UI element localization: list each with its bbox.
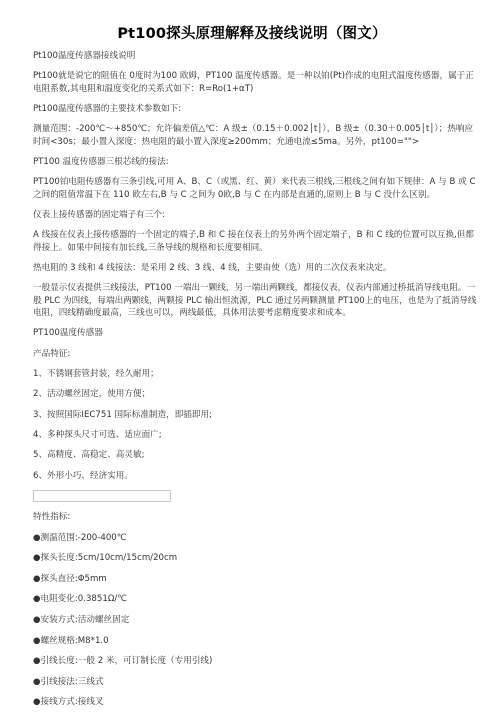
paragraph: Pt100温度传感器的主要技术参数如下:	[33, 103, 182, 114]
document-title: Pt100探头原理解释及接线说明（图文）	[117, 26, 387, 42]
section-heading: PT100温度传感器	[33, 328, 103, 339]
paragraph: 热电阻的 3 线和 4 线接法：是采用 2 线、3 线、4 线，主要由使（选）用的二次仪表来决定。	[33, 262, 392, 273]
paragraph: Pt100温度传感器接线说明	[33, 51, 136, 61]
feature-item: 1、不锈钢套管封装，经久耐用；	[33, 368, 159, 379]
spec-item: ●探头直径:Φ5mm	[33, 573, 107, 584]
paragraph: 仪表上接传感器的固定端子有三个:	[33, 209, 165, 220]
specs-heading: 特性指标:	[33, 512, 71, 523]
feature-list	[33, 368, 481, 482]
spec-item: ●引线接法:三线式	[33, 676, 104, 687]
paragraph: 测量范围：-200℃～+850℃；允许偏差值△℃：A 级±（0.15＋0.002│t│），B 级±（0.30＋0.005│t│）；热响应时间<30s；最小置入深度：热电阻的最小置入深度≥200mm；允通电流≤5ma。另外，pt100="">	[33, 124, 474, 147]
spec-item: ●引线长度:一般 2 米，可订制长度（专用引线)	[33, 656, 213, 667]
paragraph: PT100铂电阻传感器有三条引线,可用 A、B、C（或黑、红、黄）来代表三根线,三根线之间有如下规律：A 与 B 或 C之间的阻值常温下在 110 欧左右,B 与 C 之间为 0欧,B 与 C 在内部是直通的,原则上 B 与 C 没什么区别。	[33, 177, 476, 200]
feature-item: 3、按照国际IEC751 国际标准制造，即插即用;	[33, 409, 212, 420]
feature-item: 5、高精度、高稳定、高灵敏;	[33, 450, 145, 461]
spec-item: ●探头长度:5cm/10cm/15cm/20cm	[33, 553, 178, 564]
paragraph: A 线接在仪表上接传感器的一个固定的端子,B 和 C 接在仪表上的另外两个固定端子，B 和 C 线的位置可以互换,但都得接上。如果中间接有加长线,三条导线的规格和长度要相同。	[33, 230, 474, 253]
section-heading: 产品特征:	[33, 348, 71, 359]
document-body	[33, 50, 481, 717]
feature-item: 2、活动螺丝固定，使用方便；	[33, 389, 151, 400]
spec-item: ●接线方式:接线叉	[33, 697, 104, 708]
paragraph: PT100 温度传感器三根芯线的接法:	[33, 156, 169, 167]
feature-item: 6、外形小巧、经济实用。	[33, 470, 133, 481]
spec-list	[33, 532, 481, 709]
spec-item: ●测温范围:-200-400℃	[33, 532, 127, 543]
paragraph: Pt100就是说它的阻值在 0度时为100 欧姆，PT100 温度传感器。是一种以铂(Pt)作成的电阻式温度传感器，属于正电阻系数,其电阻和温度变化的关系式如下：R=Ro(1+αT)	[33, 71, 474, 94]
spec-item: ●安装方式:活动螺丝固定	[33, 615, 130, 626]
feature-item: 4、多种探头尺寸可选、适应面广;	[33, 430, 162, 441]
spec-item: ●电阻变化:0.3851Ω/℃	[33, 594, 127, 605]
paragraph: 一般显示仪表提供三线接法，PT100 一端出一颗线，另一端出两颗线，都接仪表，仪表内部通过桥抵消导线电阻。一般 PLC 为四线，每端出两颗线，两颗接 PLC 输出恒流源，PLC 通过另两颗测量 PT100上的电压，也是为了抵消导线电阻，四线精确度最高，三线也可以，两线最低，具体用法要考虑精度要求和成本。	[33, 283, 477, 318]
image-placeholder	[33, 490, 171, 502]
spec-item: ●螺丝规格:M8*1.0	[33, 635, 109, 646]
